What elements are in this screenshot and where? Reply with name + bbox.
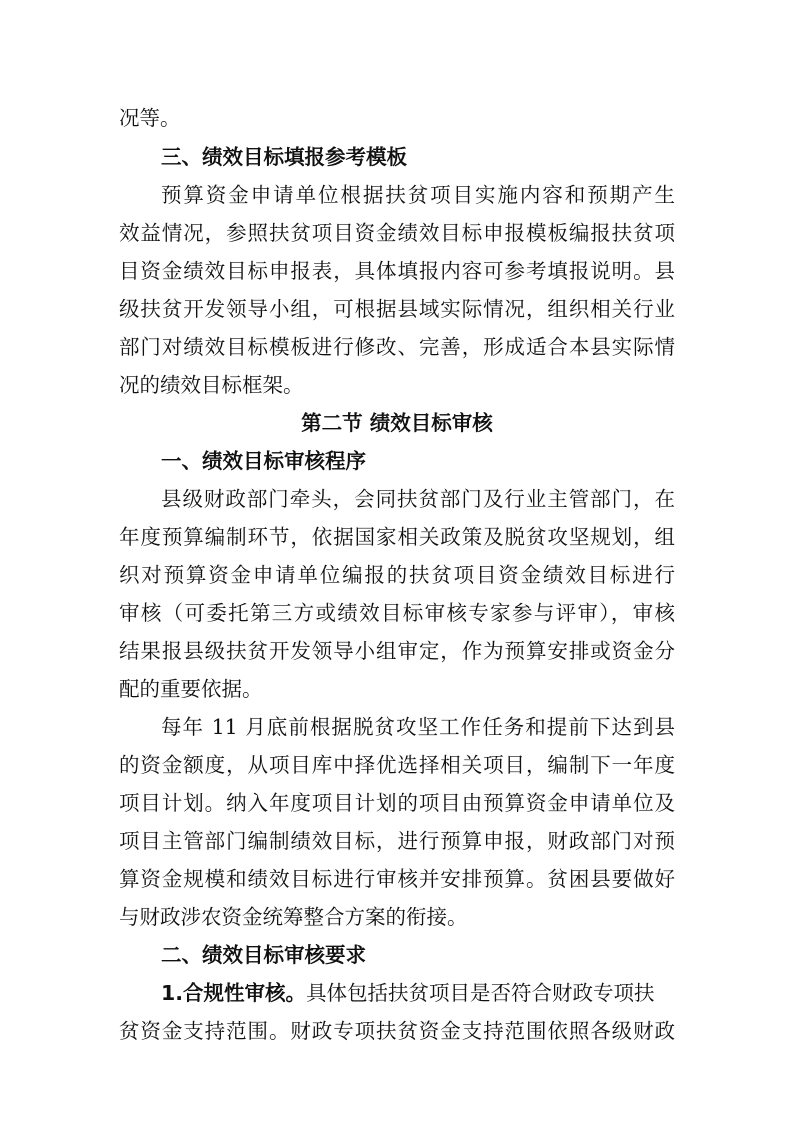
section-heading: 三、绩效目标填报参考模板 xyxy=(161,145,407,169)
paragraph-line xyxy=(161,976,675,1010)
paragraph-line: 结果报县级扶贫开发领导小组审定，作为预算安排或资金分 xyxy=(119,639,675,663)
paragraph-line: 县级财政部门牵头，会同扶贫部门及行业主管部门，在 xyxy=(161,487,675,511)
paragraph-line: 年度预算编制环节，依据国家相关政策及脱贫攻坚规划，组 xyxy=(119,525,675,549)
paragraph-line: 算资金规模和绩效目标进行审核并安排预算。贫困县要做好 xyxy=(119,867,675,891)
paragraph-line: 审核（可委托第三方或绩效目标审核专家参与评审），审核 xyxy=(119,601,675,625)
paragraph-line: 每年 11 月底前根据脱贫攻坚工作任务和提前下达到县 xyxy=(161,715,675,739)
paragraph-line: 级扶贫开发领导小组，可根据县域实际情况，组织相关行业 xyxy=(119,297,675,321)
paragraph-line: 项目主管部门编制绩效目标，进行预算申报，财政部门对预 xyxy=(119,829,675,853)
bold-lead-term: 1.合规性审核。 xyxy=(161,981,307,1005)
paragraph-line: 部门对绩效目标模板进行修改、完善，形成适合本县实际情 xyxy=(119,335,675,359)
paragraph-line: 项目计划。纳入年度项目计划的项目由预算资金申请单位及 xyxy=(119,791,675,815)
paragraph-line: 况的绩效目标框架。 xyxy=(119,373,304,397)
paragraph-line: 与财政涉农资金统筹整合方案的衔接。 xyxy=(119,905,468,929)
paragraph-line: 况等。 xyxy=(119,106,181,130)
paragraph-line: 预算资金申请单位根据扶贫项目实施内容和预期产生 xyxy=(161,183,675,207)
paragraph-line: 目资金绩效目标申报表，具体填报内容可参考填报说明。县 xyxy=(119,259,675,283)
paragraph-line: 的资金额度，从项目库中择优选择相关项目，编制下一年度 xyxy=(119,753,675,777)
section-heading: 二、绩效目标审核要求 xyxy=(161,943,366,967)
chapter-section-title: 第二节 绩效目标审核 xyxy=(301,411,493,435)
section-heading: 一、绩效目标审核程序 xyxy=(161,449,366,473)
paragraph-line: 配的重要依据。 xyxy=(119,677,263,701)
paragraph-text: 具体包括扶贫项目是否符合财政专项扶 xyxy=(306,981,655,1005)
paragraph-line: 织对预算资金申请单位编报的扶贫项目资金绩效目标进行 xyxy=(119,563,675,587)
paragraph-line: 效益情况，参照扶贫项目资金绩效目标申报模板编报扶贫项 xyxy=(119,221,675,245)
paragraph-line: 贫资金支持范围。财政专项扶贫资金支持范围依照各级财政 xyxy=(119,1019,675,1043)
